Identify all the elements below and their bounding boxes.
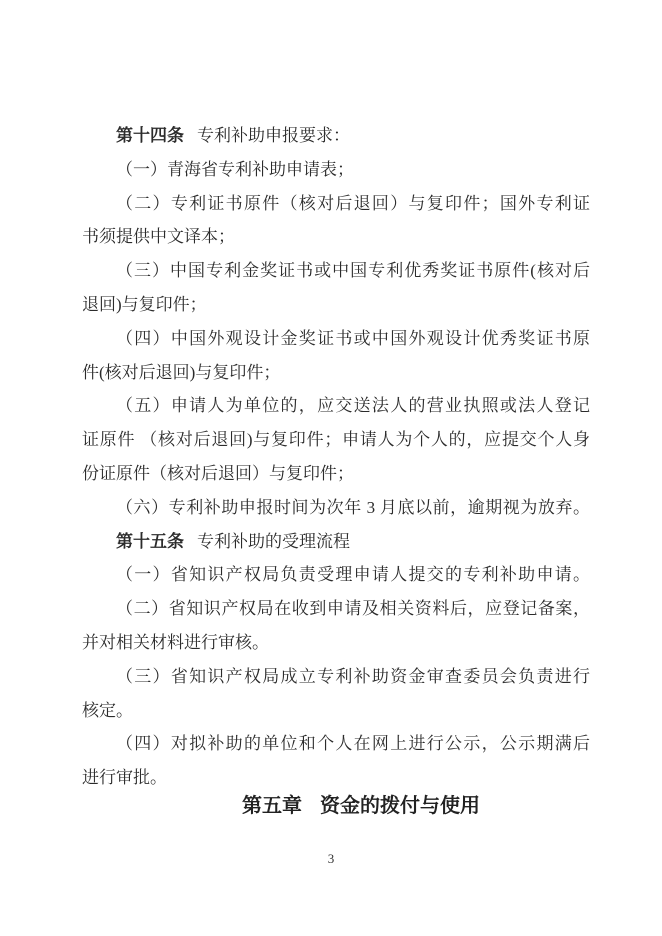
body-line bbox=[82, 457, 590, 491]
article-15-title: 专利补助的受理流程 bbox=[197, 531, 350, 551]
body-line bbox=[82, 153, 590, 187]
article-14-title: 专利补助申报要求： bbox=[197, 126, 350, 145]
body-line-text: （三）中国专利金奖证书或中国专利优秀奖证书原件(核对后 bbox=[116, 261, 590, 281]
body-line bbox=[82, 694, 590, 728]
body-line-text: （六）专利补助申报时间为次年 3 月底以前，逾期视为放弃。 bbox=[116, 497, 590, 517]
body-line-text: 进行审批。 bbox=[82, 768, 167, 788]
body-line-text: 退回)与复印件； bbox=[82, 294, 207, 314]
body-line-text: （二）省知识产权局在收到申请及相关资料后，应登记备案， bbox=[116, 599, 590, 619]
body-line bbox=[82, 220, 590, 254]
body-line bbox=[82, 660, 590, 694]
body-line-text: （一）省知识产权局负责受理申请人提交的专利补助申请。 bbox=[116, 565, 590, 585]
body-line-text: （五）申请人为单位的，应交送法人的营业执照或法人登记 bbox=[116, 396, 590, 416]
article-14-number: 第十四条 bbox=[116, 126, 184, 145]
article-15-number: 第十五条 bbox=[116, 531, 184, 551]
body-line bbox=[82, 356, 590, 390]
body-line bbox=[82, 254, 590, 288]
body-line bbox=[82, 491, 590, 525]
chapter-5-number: 第五章 bbox=[242, 794, 302, 817]
article-14-heading bbox=[82, 119, 590, 153]
body-line bbox=[82, 322, 590, 356]
body-line bbox=[82, 558, 590, 592]
body-line-text: （二）专利证书原件（核对后退回）与复印件；国外专利证 bbox=[116, 193, 590, 213]
body-line-text: （三）省知识产权局成立专利补助资金审查委员会负责进行 bbox=[116, 666, 590, 686]
body-line-text: 件(核对后退回)与复印件； bbox=[82, 362, 281, 382]
body-line bbox=[82, 592, 590, 626]
body-line-text: （一）青海省专利补助申请表； bbox=[116, 159, 354, 179]
document-body bbox=[82, 119, 590, 829]
page-number: 3 bbox=[327, 851, 335, 866]
body-line bbox=[82, 626, 590, 660]
article-15-heading bbox=[82, 525, 590, 559]
body-line-text: 份证原件（核对后退回）与复印件； bbox=[82, 463, 354, 483]
body-line bbox=[82, 389, 590, 423]
body-line-text: （四）中国外观设计金奖证书或中国外观设计优秀奖证书原 bbox=[116, 328, 590, 348]
body-line-text: （四）对拟补助的单位和个人在网上进行公示，公示期满后 bbox=[116, 734, 590, 754]
body-line-text: 证原件 （核对后退回)与复印件；申请人为个人的，应提交个人身 bbox=[82, 430, 590, 450]
body-line-text: 核定。 bbox=[82, 700, 133, 720]
chapter-5-heading bbox=[132, 795, 590, 829]
body-line bbox=[82, 288, 590, 322]
body-line bbox=[82, 423, 590, 457]
chapter-5-title: 资金的拨付与使用 bbox=[320, 794, 480, 817]
body-line-text: 书须提供中文译本； bbox=[82, 227, 235, 247]
body-line bbox=[82, 761, 590, 795]
body-line bbox=[82, 727, 590, 761]
body-line bbox=[82, 187, 590, 221]
body-line-text: 并对相关材料进行审核。 bbox=[82, 632, 269, 652]
